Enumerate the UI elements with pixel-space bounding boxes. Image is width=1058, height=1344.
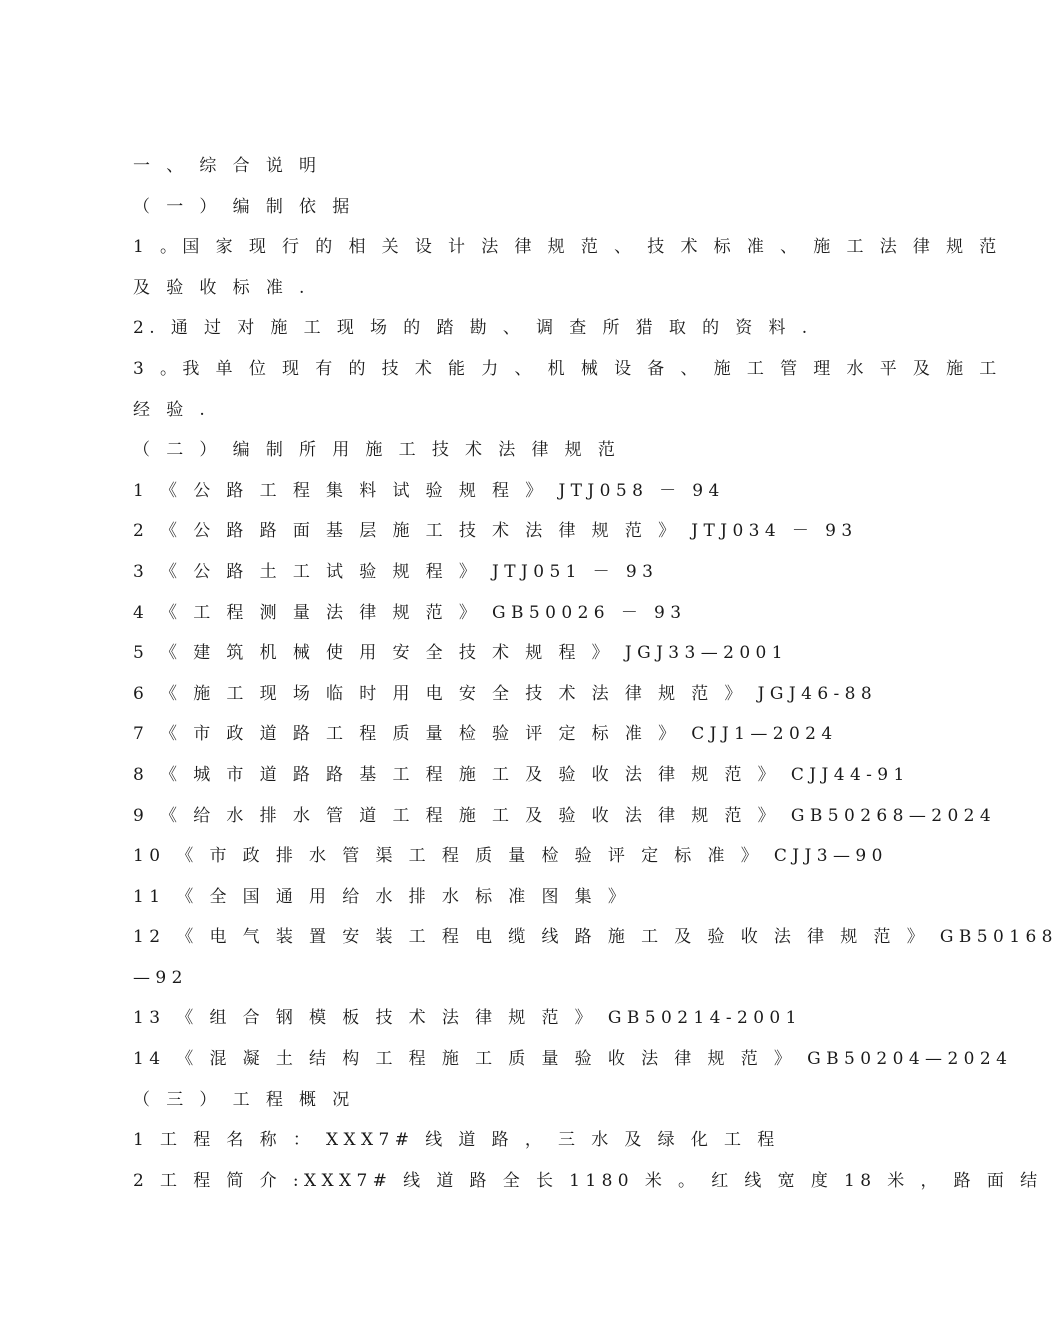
paragraph-line: 1 。国 家 现 行 的 相 关 设 计 法 律 规 范 、 技 术 标 准 、 施 工 法 律 规 范 [133, 237, 1002, 258]
standard-list-item: 3 《 公 路 土 工 试 验 规 程 》 JTJ051 － 93 [133, 561, 659, 582]
paragraph-line: 2 工 程 简 介 :XXX7# 线 道 路 全 长 1180 米 。 红 线 宽 度 18 米 ， 路 面 结 [133, 1170, 1043, 1191]
standard-list-item: 10 《 市 政 排 水 管 渠 工 程 质 量 检 验 评 定 标 准 》 CJJ3—90 [133, 846, 888, 867]
standard-list-item: 13 《 组 合 钢 模 板 技 术 法 律 规 范 》 GB50214-2001 [133, 1008, 802, 1029]
standard-list-item: 9 《 给 水 排 水 管 道 工 程 施 工 及 验 收 法 律 规 范 》 GB50268—2024 [133, 805, 997, 826]
subsection-heading: （ 一 ） 编 制 依 据 [133, 196, 355, 217]
document-body [133, 146, 1058, 1201]
paragraph-line: 3 。我 单 位 现 有 的 技 术 能 力 、 机 械 设 备 、 施 工 管 理 水 平 及 施 工 [133, 358, 1002, 379]
subsection-heading: （ 二 ） 编 制 所 用 施 工 技 术 法 律 规 范 [133, 440, 621, 461]
standard-list-item: 6 《 施 工 现 场 临 时 用 电 安 全 技 术 法 律 规 范 》 JGJ46-88 [133, 683, 878, 704]
paragraph-line: 2. 通 过 对 施 工 现 场 的 踏 勘 、 调 查 所 猎 取 的 资 料 . [133, 318, 813, 339]
standard-list-item: 4 《 工 程 测 量 法 律 规 范 》 GB50026 － 93 [133, 602, 687, 623]
standard-list-item: 12 《 电 气 装 置 安 装 工 程 电 缆 线 路 施 工 及 验 收 法 律 规 范 》 GB50168 [133, 927, 1058, 948]
subsection-heading: （ 三 ） 工 程 概 况 [133, 1089, 355, 1110]
section-heading: 一 、 综 合 说 明 [133, 156, 322, 176]
paragraph-line: 经 验 . [133, 399, 211, 420]
paragraph-line: 1 工 程 名 称 ： XXX7# 线 道 路 ， 三 水 及 绿 化 工 程 [133, 1130, 780, 1151]
standard-list-item: 2 《 公 路 路 面 基 层 施 工 技 术 法 律 规 范 》 JTJ034 － 93 [133, 521, 858, 542]
standard-list-item: 11 《 全 国 通 用 给 水 排 水 标 准 图 集 》 [133, 886, 631, 907]
standard-list-item: 14 《 混 凝 土 结 构 工 程 施 工 质 量 验 收 法 律 规 范 》 GB50204—2024 [133, 1049, 1013, 1070]
standard-list-item-continuation: —92 [133, 967, 188, 988]
standard-list-item: 5 《 建 筑 机 械 使 用 安 全 技 术 规 程 》 JGJ33—2001 [133, 643, 788, 664]
standard-list-item: 7 《 市 政 道 路 工 程 质 量 检 验 评 定 标 准 》 CJJ1—2024 [133, 724, 838, 745]
paragraph-line: 及 验 收 标 准 . [133, 277, 310, 298]
standard-list-item: 8 《 城 市 道 路 路 基 工 程 施 工 及 验 收 法 律 规 范 》 CJJ44-91 [133, 764, 910, 785]
standard-list-item: 1 《 公 路 工 程 集 料 试 验 规 程 》 JTJ058 － 94 [133, 480, 725, 501]
